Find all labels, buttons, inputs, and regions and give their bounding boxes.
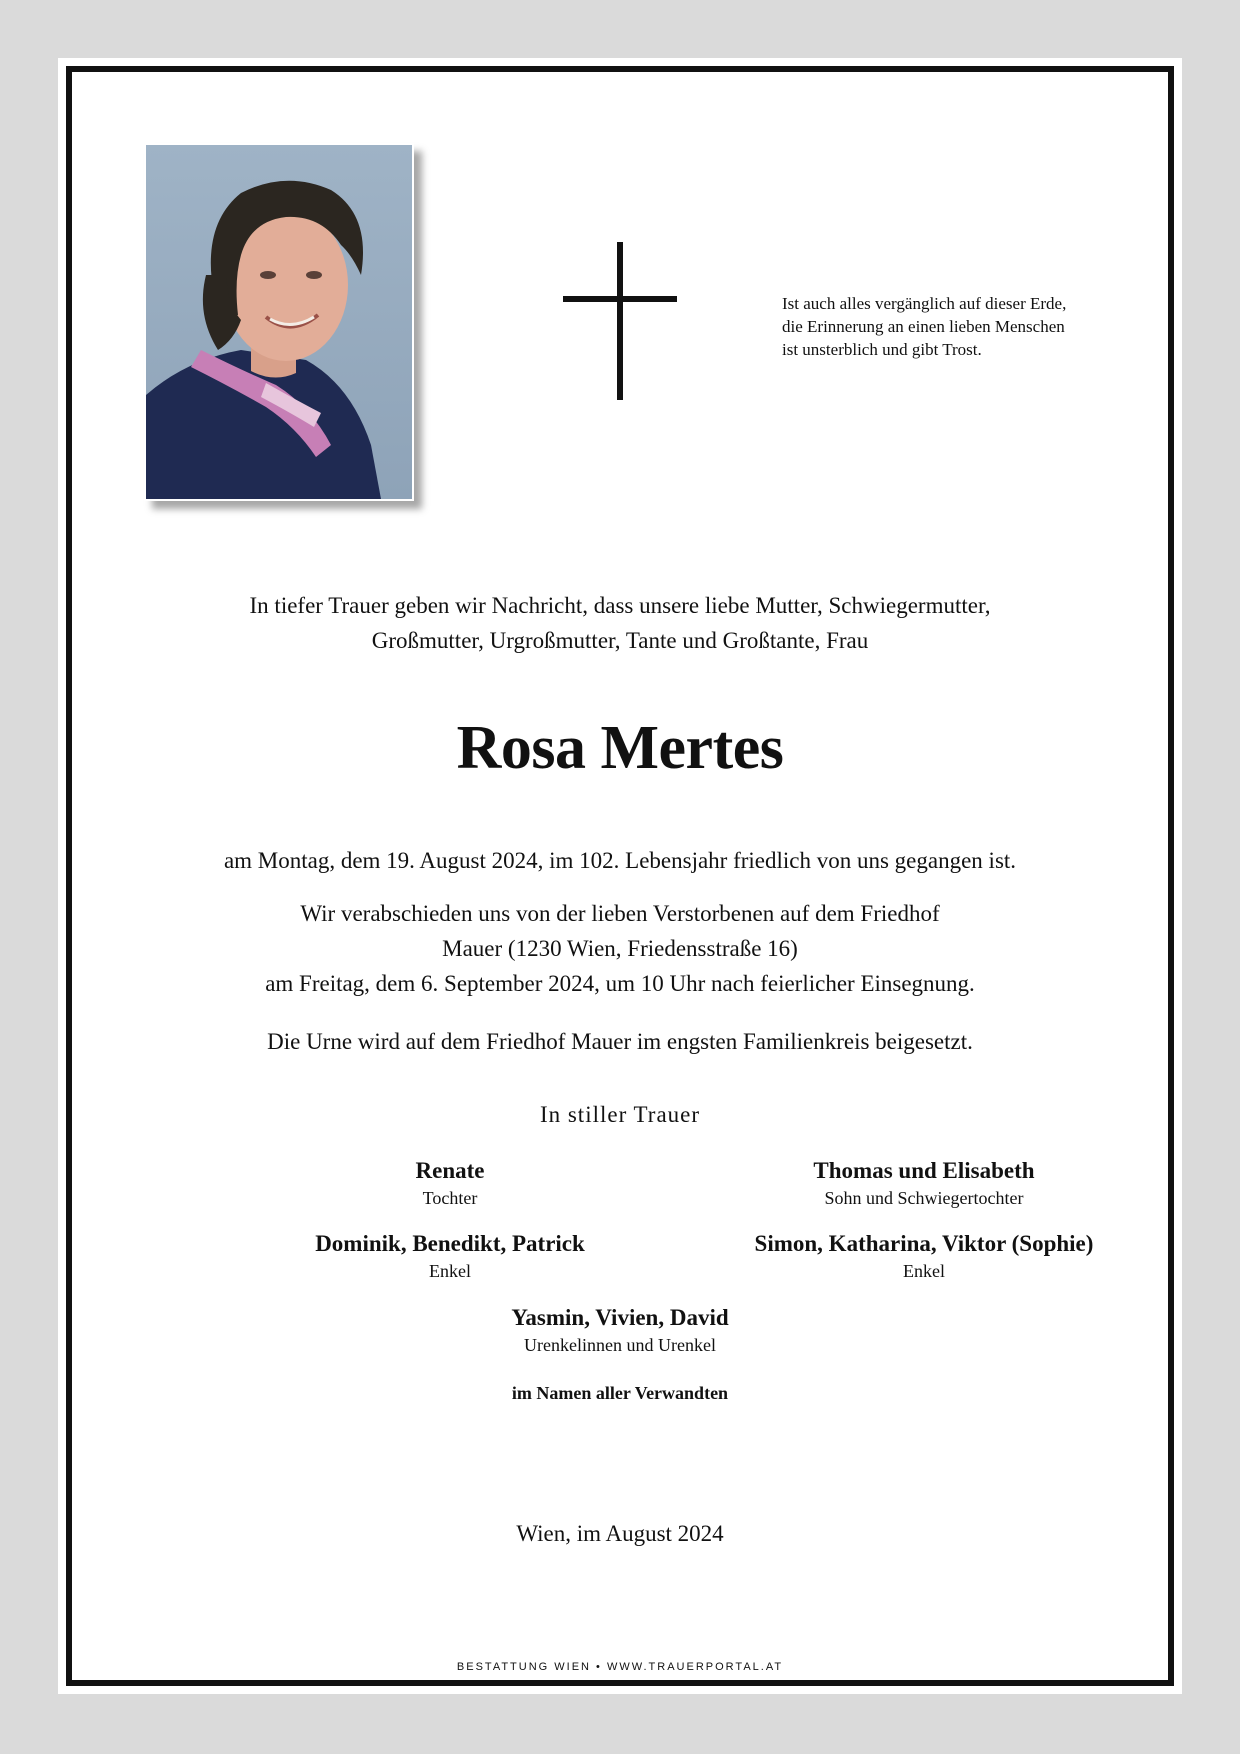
mourning-heading: In stiller Trauer: [539, 1102, 701, 1127]
deceased-name: Rosa Mertes: [456, 714, 784, 782]
portrait-photo: [144, 143, 414, 501]
mourner-entry: [230, 1156, 670, 1210]
mourner-names: Yasmin, Vivien, David: [511, 1305, 729, 1330]
cross-icon: [563, 242, 677, 400]
death-notice: am Montag, dem 19. August 2024, im 102. Lebensjahr friedlich von uns gegangen ist.: [223, 848, 1017, 873]
intro-line: In tiefer Trauer geben wir Nachricht, dass unsere liebe Mutter, Schwiegermutter,: [249, 593, 991, 618]
urn-notice: Die Urne wird auf dem Friedhof Mauer im engsten Familienkreis beigesetzt.: [267, 1029, 973, 1054]
farewell-text: [58, 896, 1182, 1001]
footer-credit: BESTATTUNG WIEN • WWW.TRAUERPORTAL.AT: [456, 1661, 784, 1673]
memorial-quote: [782, 292, 1122, 361]
place-date: Wien, im August 2024: [516, 1521, 724, 1546]
quote-line: ist unsterblich und gibt Trost.: [782, 340, 982, 359]
mourner-names: Simon, Katharina, Viktor (Sophie): [754, 1231, 1094, 1256]
farewell-line: Wir verabschieden uns von der lieben Verstorbenen auf dem Friedhof: [300, 901, 940, 926]
farewell-line: Mauer (1230 Wien, Friedensstraße 16): [442, 936, 798, 961]
mourner-entry: [704, 1229, 1144, 1283]
mourner-entry: [400, 1303, 840, 1357]
farewell-line: am Freitag, dem 6. September 2024, um 10 Uhr nach feierlicher Einsegnung.: [265, 971, 975, 996]
mourner-names: Renate: [415, 1158, 485, 1183]
quote-line: die Erinnerung an einen lieben Menschen: [782, 317, 1065, 336]
mourner-relation: Enkel: [903, 1261, 945, 1281]
intro-text: [58, 588, 1182, 658]
mourner-entry: [230, 1229, 670, 1283]
mourner-names: Dominik, Benedikt, Patrick: [315, 1231, 585, 1256]
intro-line: Großmutter, Urgroßmutter, Tante und Großtante, Frau: [371, 628, 869, 653]
mourner-names: Thomas und Elisabeth: [813, 1158, 1035, 1183]
relatives-note: im Namen aller Verwandten: [511, 1383, 729, 1403]
mourner-relation: Enkel: [429, 1261, 471, 1281]
mourner-relation: Tochter: [422, 1188, 478, 1208]
mourner-relation: Urenkelinnen und Urenkel: [524, 1335, 716, 1355]
mourner-relation: Sohn und Schwiegertochter: [824, 1188, 1024, 1208]
quote-line: Ist auch alles vergänglich auf dieser Erde,: [782, 294, 1067, 313]
mourner-entry: [704, 1156, 1144, 1210]
obituary-page: [58, 58, 1182, 1694]
